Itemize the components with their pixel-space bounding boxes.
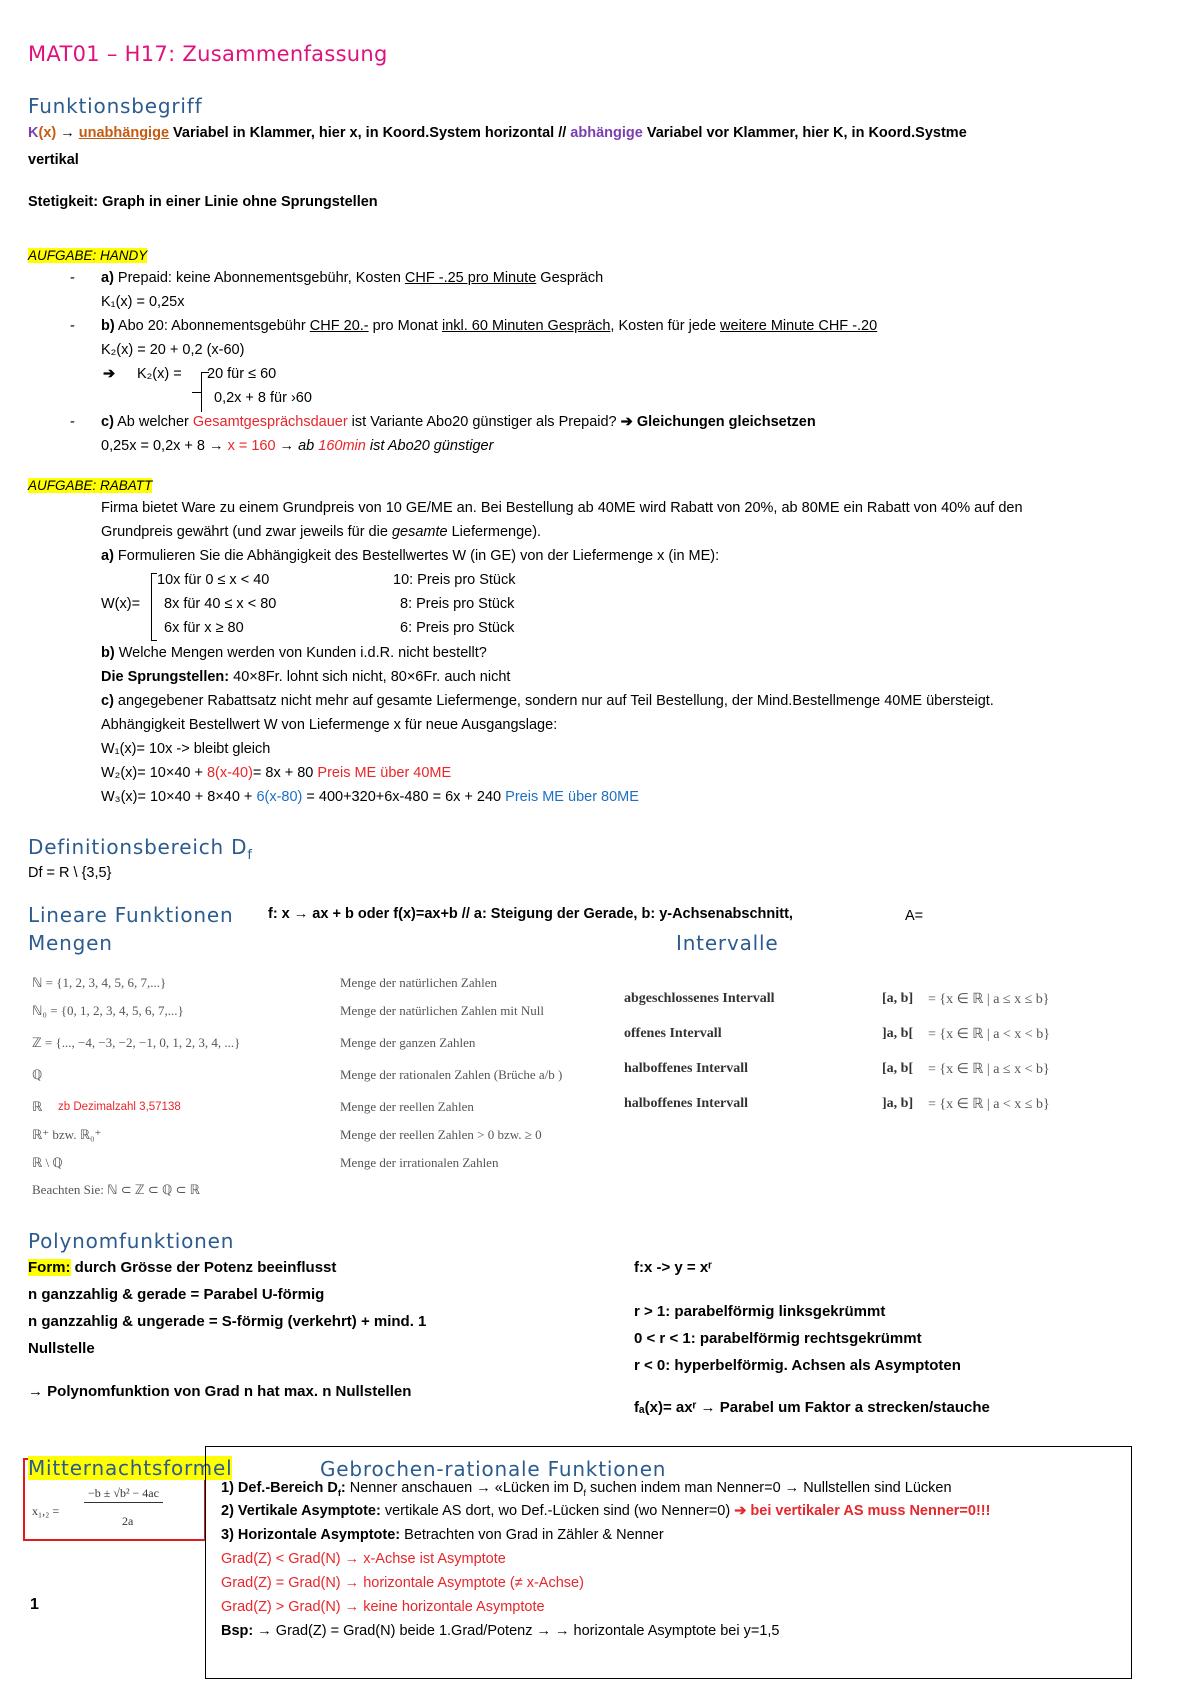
mengen-desc-1: Menge der natürlichen Zahlen (340, 975, 498, 990)
gebrochen-l6: Grad(Z) > Grad(N) → keine horizontale Asymptote (221, 1599, 545, 1615)
intervall-sym-4: ]a, b] (882, 1096, 914, 1111)
polynom-l3: Nullstelle (28, 1340, 95, 1357)
x-label: (x) (38, 125, 57, 141)
page-title: MAT01 – H17: Zusammenfassung (28, 42, 388, 66)
rabatt-p2: Grundpreis gewährt (und zwar jeweils für die gesamte Liefermenge). (101, 524, 542, 540)
funktionsbegriff-line1 (28, 125, 967, 141)
gebrochen-l5: Grad(Z) = Grad(N) → horizontale Asymptote (≠ x-Achse) (221, 1575, 584, 1591)
gebrochen-bsp: Bsp: → Grad(Z) = Grad(N) beide 1.Grad/Potenz → → horizontale Asymptote bei y=1,5 (221, 1623, 780, 1639)
intervall-name-2: offenes Intervall (624, 1026, 722, 1041)
arrow: → (56, 125, 79, 141)
mengen-beachten: Beachten Sie: ℕ ⊂ ℤ ⊂ ℚ ⊂ ℝ (32, 1182, 200, 1197)
rabatt-abh: Abhängigkeit Bestellwert W von Liefermenge x für neue Ausgangslage: (101, 717, 558, 733)
gebrochen-l1: 1) Def.-Bereich $D_f$: Nenner anschauen → «Lücken im $D_f$ suchen indem man Nenner=0 → Nullstellen sind Lücken (221, 1480, 952, 1498)
mengen-sym-2: ℕ₀ = {0, 1, 2, 3, 4, 5, 6, 7,...} (32, 1003, 184, 1018)
mengen-desc-3: Menge der ganzen Zahlen (340, 1035, 476, 1050)
rabatt-w3: W₃(x)= 10×40 + 8×40 + 6(x-80) = 400+320+6x-480 = 6x + 240 Preis ME über 80ME (101, 789, 639, 805)
mengen-sym-1: ℕ = {1, 2, 3, 4, 5, 6, 7,...} (32, 975, 167, 990)
page-number: 1 (30, 1596, 39, 1613)
polynom-r1: r > 1: parabelförmig linksgekrümmt (634, 1303, 886, 1320)
brace-mid (192, 392, 201, 393)
handy-a: a) Prepaid: keine Abonnementsgebühr, Kosten CHF -.25 pro Minute Gespräch (101, 270, 604, 286)
formula-denominator: 2a (122, 1514, 134, 1528)
intervall-name-3: halboffenes Intervall (624, 1061, 749, 1076)
rabatt-b: b) Welche Mengen werden von Kunden i.d.R. nicht bestellt? (101, 645, 487, 661)
mengen-desc-2: Menge der natürlichen Zahlen mit Null (340, 1003, 544, 1018)
heading-definitionsbereich: Definitionsbereich $D_f$ (28, 835, 253, 863)
bullet: - (70, 318, 75, 334)
brace-bottom (151, 640, 157, 641)
intervall-set-2: = {x ∈ ℝ | a < x < b} (928, 1027, 1050, 1042)
handy-case1: 20 für ≤ 60 (207, 366, 277, 382)
rabatt-case-3: 6x für x ≥ 80 (164, 620, 244, 636)
abhaengige: abhängige (570, 125, 643, 141)
rabatt-note-1: 10: Preis pro Stück (393, 572, 516, 588)
funktionsbegriff-line2: vertikal (28, 152, 79, 168)
mengen-desc-6: Menge der reellen Zahlen > 0 bzw. ≥ 0 (340, 1127, 542, 1142)
handy-k2: K₂(x) = 20 + 0,2 (x-60) (101, 342, 245, 358)
rabatt-note-2: 8: Preis pro Stück (400, 596, 515, 612)
label-aufgabe-handy: AUFGABE: HANDY (28, 248, 148, 263)
rabatt-w2: W₂(x)= 10×40 + 8(x-40)= 8x + 80 Preis ME über 40ME (101, 765, 452, 781)
arrow-icon: ➔ (103, 366, 116, 382)
intervall-set-4: = {x ∈ ℝ | a < x ≤ b} (928, 1097, 1050, 1112)
intervall-set-3: = {x ∈ ℝ | a ≤ x < b} (928, 1062, 1050, 1077)
mengen-zb: zb Dezimalzahl 3,57138 (58, 1101, 181, 1113)
k-label: K (28, 125, 39, 141)
handy-c: c) Ab welcher Gesamtgesprächsdauer ist Variante Abo20 günstiger als Prepaid? ➔ Gleichungen gleichsetzen (101, 414, 816, 430)
handy-eq: 0,25x = 0,2x + 8 → x = 160 → ab 160min ist Abo20 günstiger (101, 438, 494, 454)
formula-numerator: −b ± √b² − 4ac (84, 1486, 163, 1503)
lineare-a: A= (905, 908, 924, 924)
handy-b: b) Abo 20: Abonnementsgebühr CHF 20.- pro Monat inkl. 60 Minuten Gespräch, Kosten für jede weitere Minute CHF -.20 (101, 318, 878, 334)
heading-funktionsbegriff: Funktionsbegriff (28, 94, 203, 118)
mengen-sym-4: ℚ (32, 1067, 43, 1082)
text: Variabel in Klammer, hier x, in Koord.System horizontal // (169, 125, 571, 141)
mengen-desc-7: Menge der irrationalen Zahlen (340, 1155, 499, 1170)
polynom-l1: n ganzzahlig & gerade = Parabel U-förmig (28, 1286, 325, 1303)
intervall-set-1: = {x ∈ ℝ | a ≤ x ≤ b} (928, 992, 1050, 1007)
intervall-sym-2: ]a, b[ (882, 1026, 914, 1041)
rabatt-a: a) Formulieren Sie die Abhängigkeit des Bestellwertes W (in GE) von der Liefermenge x (in ME): (101, 548, 720, 564)
polynom-r2: 0 < r < 1: parabelförmig rechtsgekrümmt (634, 1330, 922, 1347)
mengen-desc-4: Menge der rationalen Zahlen (Brüche a/b ) (340, 1067, 563, 1082)
bullet: - (70, 414, 75, 430)
polynom-l2: n ganzzahlig & ungerade = S-förmig (verkehrt) + mind. 1 (28, 1313, 427, 1330)
heading-lineare-funktionen: Lineare Funktionen (28, 903, 234, 927)
intervall-name-4: halboffenes Intervall (624, 1096, 749, 1111)
mengen-sym-5: ℝ (32, 1099, 43, 1114)
text: Variabel vor Klammer, hier K, in Koord.Systme (642, 125, 967, 141)
rabatt-sprung: Die Sprungstellen: 40×8Fr. lohnt sich nicht, 80×6Fr. auch nicht (101, 669, 511, 685)
brace (201, 372, 202, 412)
rabatt-w1: W₁(x)= 10x -> bleibt gleich (101, 741, 271, 757)
heading-mengen: Mengen (28, 931, 113, 955)
heading-intervalle: Intervalle (676, 931, 779, 955)
handy-case2: 0,2x + 8 für ›60 (214, 390, 312, 406)
formula-lhs: x₁,₂ = (32, 1504, 60, 1518)
heading-mitternachtsformel: Mitternachtsformel (28, 1456, 233, 1480)
polynom-form: Form: durch Grösse der Potenz beeinflusst (28, 1259, 337, 1276)
handy-k1: K₁(x) = 0,25x (101, 294, 185, 310)
rabatt-note-3: 6: Preis pro Stück (400, 620, 515, 636)
intervall-name-1: abgeschlossenes Intervall (624, 991, 775, 1006)
heading-polynomfunktionen: Polynomfunktionen (28, 1229, 235, 1253)
intervall-sym-1: [a, b] (882, 991, 914, 1006)
gebrochen-l2: 2) Vertikale Asymptote: vertikale AS dort, wo Def.-Lücken sind (wo Nenner=0) ➔ bei vertikaler AS muss Nenner=0!!! (221, 1503, 991, 1519)
bullet: - (70, 270, 75, 286)
heading-gebrochen-rationale: Gebrochen-rationale Funktionen (320, 1457, 667, 1481)
stetigkeit: Stetigkeit: Graph in einer Linie ohne Sprungstellen (28, 194, 378, 210)
rabatt-p1: Firma bietet Ware zu einem Grundpreis von 10 GE/ME an. Bei Bestellung ab 40ME wird Rabatt von 20%, ab 80ME ein Rabatt von 40% auf den (101, 500, 1023, 516)
rabatt-case-2: 8x für 40 ≤ x < 80 (164, 596, 277, 612)
definitionsbereich-text: Df = R \ {3,5} (28, 865, 112, 881)
polynom-r0: f:x -> y = xʳ (634, 1259, 712, 1276)
mengen-desc-5: Menge der reellen Zahlen (340, 1099, 474, 1114)
rabatt-case-1: 10x für 0 ≤ x < 40 (157, 572, 270, 588)
rabatt-w-label: W(x)= (101, 596, 141, 612)
handy-k2-def: K₂(x) = (137, 366, 182, 382)
lineare-text: f: x → ax + b oder f(x)=ax+b // a: Steigung der Gerade, b: y-Achsenabschnitt, (268, 906, 793, 922)
polynom-l4: → Polynomfunktion von Grad n hat max. n Nullstellen (28, 1383, 412, 1400)
mengen-sym-7: ℝ \ ℚ (32, 1155, 63, 1170)
rabatt-c: c) angegebener Rabattsatz nicht mehr auf gesamte Liefermenge, sondern nur auf Teil Bestellung, der Mind.Bestellmenge 40ME übersteigt. (101, 693, 994, 709)
polynom-r3: r < 0: hyperbelförmig. Achsen als Asymptoten (634, 1357, 961, 1374)
polynom-r4: fₐ(x)= axʳ → Parabel um Faktor a strecken/stauche (634, 1399, 990, 1416)
mengen-sym-3: ℤ = {..., −4, −3, −2, −1, 0, 1, 2, 3, 4, ...} (32, 1035, 241, 1050)
unabhaengige: unabhängige (78, 125, 170, 141)
brace (151, 573, 152, 641)
mengen-sym-6: ℝ⁺ bzw. ℝ₀⁺ (32, 1127, 102, 1142)
gebrochen-l3: 3) Horizontale Asymptote: Betrachten von Grad in Zähler & Nenner (221, 1527, 664, 1543)
gebrochen-l4: Grad(Z) < Grad(N) → x-Achse ist Asymptote (221, 1551, 506, 1567)
intervall-sym-3: [a, b[ (882, 1061, 914, 1076)
label-aufgabe-rabatt: AUFGABE: RABATT (28, 478, 153, 493)
